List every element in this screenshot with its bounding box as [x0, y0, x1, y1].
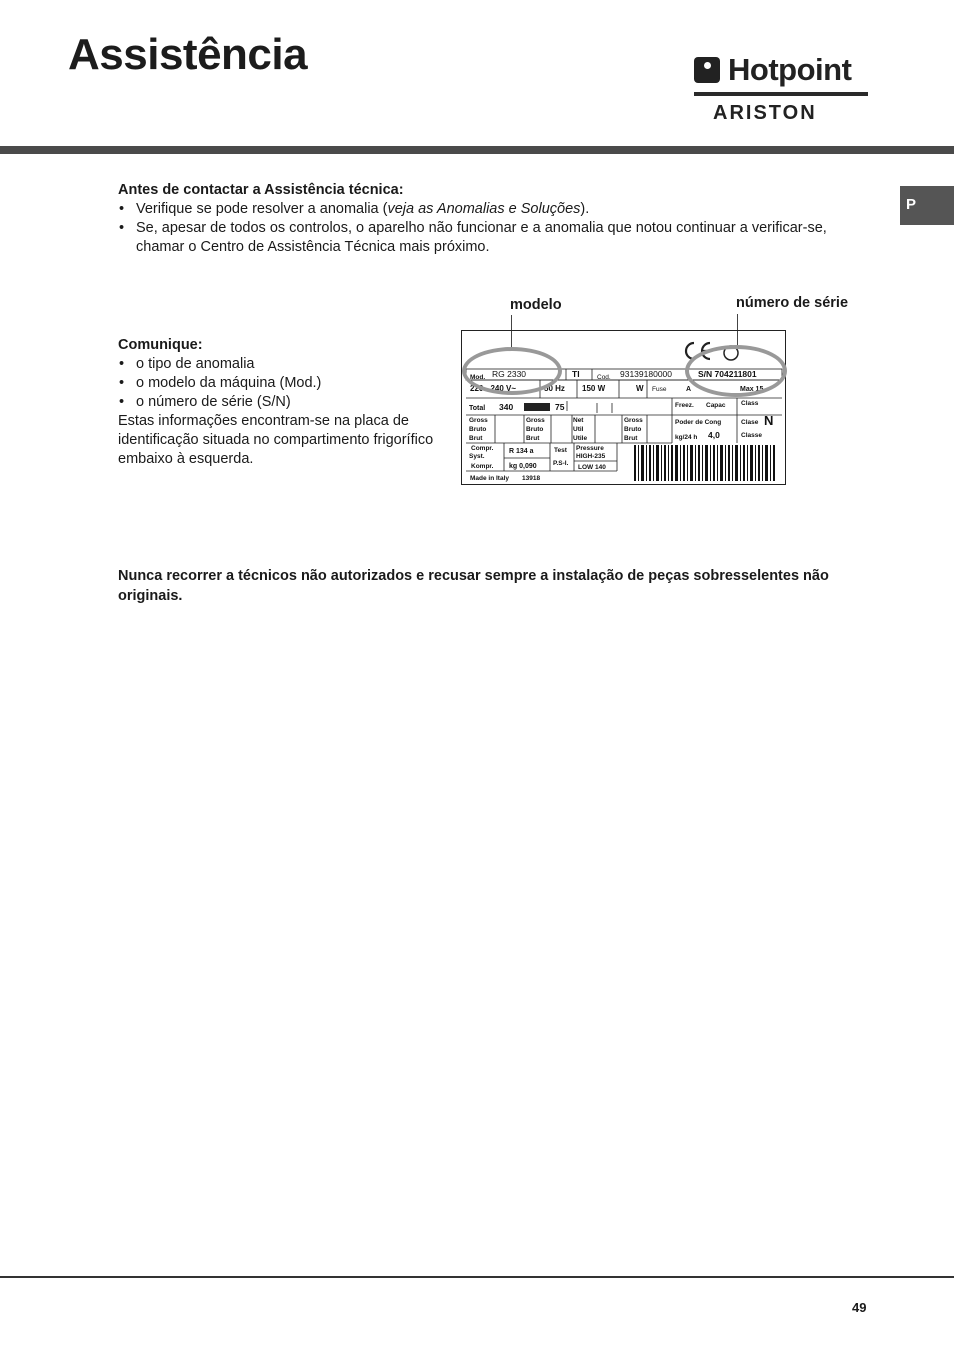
barcode — [634, 445, 775, 481]
header-divider — [0, 146, 954, 154]
plate-clase-val: N — [764, 413, 774, 428]
model-highlight-ellipse — [462, 347, 562, 395]
plate-cod-value: 93139180000 — [620, 369, 673, 379]
plate-brut-3: Brut — [624, 435, 638, 442]
plate-class: Class — [741, 400, 759, 407]
plate-mod-value: RG 2330 — [492, 369, 527, 379]
language-tab-label: P — [906, 196, 917, 213]
plate-ti: TI — [572, 369, 580, 379]
list-item: • Se, apesar de todos os controlos, o aparelho não funcionar e a anomalia que notou continuar a verificar-se, chamar o Centro de Assistência Técnica mais próximo. — [118, 219, 878, 257]
plate-gross: Gross — [469, 417, 488, 424]
page-title: Assistência — [68, 30, 308, 79]
plate-made: Made in Italy — [470, 475, 510, 482]
plate-net: Net — [573, 417, 584, 424]
plate-test: Test — [554, 447, 567, 454]
page-number: 49 — [852, 1300, 867, 1315]
serial-callout: número de série — [736, 295, 849, 311]
logo-sub: ARISTON — [713, 102, 817, 124]
plate-voltage: 220 - 240 V~ — [470, 384, 517, 393]
plate-watt2: W — [636, 384, 644, 393]
plate-kg24-val: 4,0 — [708, 430, 720, 440]
model-callout: modelo — [510, 297, 562, 313]
footer-divider — [0, 1276, 954, 1278]
plate-hz: 50 Hz — [544, 384, 565, 393]
serial-highlight-ellipse — [685, 345, 787, 397]
before-contact-heading: Antes de contactar a Assistência técnica: — [118, 182, 404, 198]
plate-pressure: Pressure — [576, 445, 604, 452]
plate-util: Util — [573, 426, 584, 433]
plate-serial: S/N 704211801 — [698, 369, 757, 379]
plate-total-val2: 75 — [555, 402, 565, 412]
item-link-text: veja as Anomalias e Soluções — [387, 201, 581, 217]
plate-bruto-3: Bruto — [624, 426, 642, 433]
communicate-section — [118, 336, 438, 469]
plate-cod-label: Cod. — [597, 374, 611, 381]
warning-note: Nunca recorrer a técnicos não autorizados e recusar sempre a instalação de peças sobresselentes não originais. — [118, 568, 829, 604]
logo-icon — [694, 57, 720, 83]
plate-psi: P.S-I. — [553, 460, 569, 467]
plate-gross-2: Gross — [526, 417, 545, 424]
plate-gross-3: Gross — [624, 417, 643, 424]
plate-capac: Capac — [706, 402, 726, 409]
plate-low: LOW 140 — [578, 464, 606, 471]
communicate-heading: Comunique: — [118, 337, 203, 353]
plate-amp: A — [686, 386, 692, 393]
list-item: • o tipo de anomalia — [118, 355, 438, 374]
plate-brut-2: Brut — [526, 435, 540, 442]
plate-utile: Utile — [573, 435, 588, 442]
plate-refrigerant: R 134 a — [509, 448, 534, 455]
plate-watt: 150 W — [582, 384, 606, 393]
communicate-info: Estas informações encontram-se na placa de identificação situada no compartimento frigorífico embaixo à esquerda. — [118, 413, 434, 467]
plate-charge: kg 0,090 — [509, 463, 537, 470]
item-text: Verifique se pode resolver a anomalia ( — [136, 201, 388, 217]
brand-logo — [694, 52, 870, 124]
plate-kg24: kg/24 h — [675, 434, 698, 441]
list-item: • o modelo da máquina (Mod.) — [118, 374, 438, 393]
plate-high: HIGH-235 — [576, 453, 606, 460]
plate-mod-label: Mod. — [470, 374, 486, 381]
logo-divider — [694, 92, 868, 96]
plate-syst: Syst. — [469, 453, 485, 460]
language-tab — [900, 186, 954, 225]
plate-made-num: 13918 — [522, 475, 541, 482]
plate-brut: Brut — [469, 435, 483, 442]
list-item: • o número de série (S/N) — [118, 393, 438, 412]
plate-compr: Compr. — [471, 445, 494, 452]
logo-brand: Hotpoint — [728, 52, 852, 87]
plate-max: Max 15 — [740, 386, 764, 393]
plate-freez: Freez. — [675, 402, 694, 409]
plate-total-val: 340 — [499, 402, 514, 412]
plate-bruto-2: Bruto — [526, 426, 544, 433]
plate-poder: Poder de Cong — [675, 419, 722, 426]
plate-classe: Classe — [741, 432, 762, 439]
list-item — [118, 200, 878, 219]
plate-kompr: Kompr. — [471, 463, 494, 470]
plate-fuse: Fuse — [652, 386, 667, 393]
plate-total: Total — [469, 405, 486, 412]
plate-clase: Clase — [741, 419, 759, 426]
plate-bruto: Bruto — [469, 426, 487, 433]
item-text: ). — [580, 201, 590, 217]
before-contact-section — [118, 181, 878, 257]
